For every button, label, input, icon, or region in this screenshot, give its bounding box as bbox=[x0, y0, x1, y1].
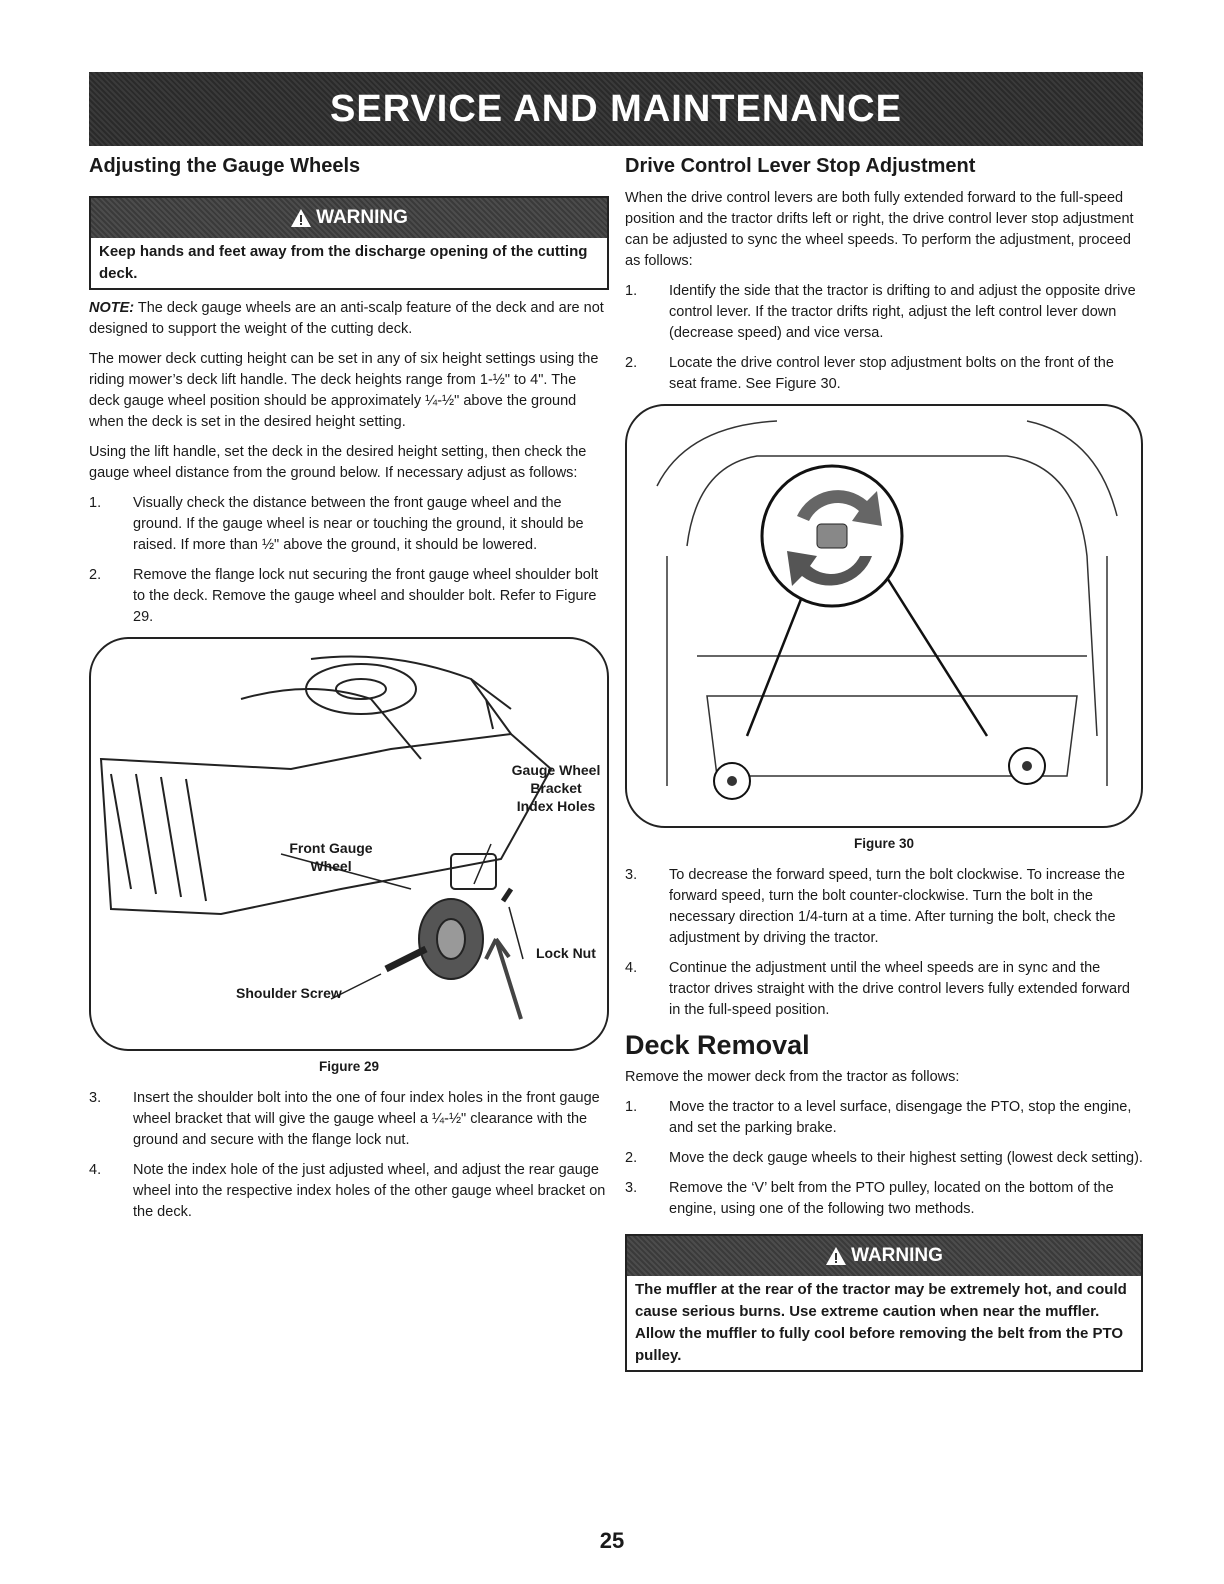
warning-box-muffler bbox=[625, 1234, 1143, 1372]
list-item: 2. Move the deck gauge wheels to their highest setting (lowest deck setting). bbox=[625, 1150, 1143, 1166]
warning-header bbox=[627, 1236, 1141, 1276]
note-label: NOTE: bbox=[89, 300, 135, 316]
figure-30-caption: Figure 30 bbox=[853, 836, 915, 851]
list-item: 3. Remove the ‘V’ belt from the PTO pulley, located on the bottom of the engine, using one of the following two methods. bbox=[625, 1180, 1114, 1217]
figure-29 bbox=[89, 637, 609, 1051]
list-item: 1. Visually check the distance between the front gauge wheel and the ground. If the gauge wheel is near or touching the ground, it should be raised. If more than ½" above the ground, it should be lowered. bbox=[89, 495, 584, 553]
warning-box-discharge bbox=[89, 196, 609, 290]
warning-header bbox=[91, 198, 607, 238]
drive-control-heading: Drive Control Lever Stop Adjustment bbox=[625, 155, 976, 177]
warning-triangle-icon bbox=[825, 1246, 847, 1266]
label-front-gauge-wheel: Front Gauge Wheel bbox=[289, 840, 373, 874]
list-item: 1. Move the tractor to a level surface, disengage the PTO, stop the engine, and set the parking brake. bbox=[625, 1099, 1132, 1136]
figure-29-caption: Figure 29 bbox=[318, 1059, 380, 1074]
warning-triangle-icon bbox=[290, 208, 312, 228]
deck-removal-heading: Deck Removal bbox=[625, 1030, 810, 1060]
warning-text: Keep hands and feet away from the discharge opening of the cutting deck. bbox=[99, 243, 588, 282]
left-column bbox=[89, 155, 609, 1232]
list-item: 3. Insert the shoulder bolt into the one of four index holes in the front gauge wheel bracket that will give the gauge wheel a ¼-½" clearance with the ground and secure with the flange lock nut. bbox=[89, 1090, 600, 1148]
label-shoulder-screw: Shoulder Screw bbox=[236, 985, 342, 1001]
deck-height-paragraph: The mower deck cutting height can be set in any of six height settings using the riding mower’s deck lift handle. The deck heights range from 1-½" to 4". The deck gauge wheel position should be approximately ¼-½" above the ground when the deck is set in the desired height setting. bbox=[89, 351, 599, 430]
deck-removal-paragraph: Remove the mower deck from the tractor as follows: bbox=[625, 1069, 960, 1085]
note-text: The deck gauge wheels are an anti-scalp feature of the deck and are not designed to support the weight of the cutting deck. bbox=[89, 300, 604, 337]
lever-stop-illustration bbox=[627, 406, 1141, 822]
list-item: 3. To decrease the forward speed, turn the bolt clockwise. To increase the forward speed, turn the bolt counter-clockwise. Turn the bolt in the necessary direction 1/4-turn at a time. After turning the bolt, check the adjustment by driving the tractor. bbox=[625, 867, 1125, 946]
drive-control-paragraph: When the drive control levers are both fully extended forward to the full-speed position and the tractor drifts left or right, the drive control lever stop adjustment can be adjusted to sync the wheel speeds. To perform the adjustment, proceed as follows: bbox=[625, 190, 1134, 269]
lift-handle-paragraph: Using the lift handle, set the deck in the desired height setting, then check the gauge wheel distance from the ground below. If necessary adjust as follows: bbox=[89, 444, 587, 481]
warning-label: WARNING bbox=[316, 207, 408, 228]
gauge-wheels-heading: Adjusting the Gauge Wheels bbox=[89, 155, 361, 177]
section-banner bbox=[89, 72, 1143, 146]
list-item: 2. Remove the flange lock nut securing the front gauge wheel shoulder bolt to the deck. Remove the gauge wheel and shoulder bolt. Refer to Figure 29. bbox=[89, 567, 599, 625]
label-lock-nut: Lock Nut bbox=[536, 945, 596, 961]
list-item: 1. Identify the side that the tractor is drifting to and adjust the opposite drive control lever. If the tractor drifts right, adjust the left control lever down (decrease speed) and vice versa. bbox=[625, 283, 1136, 341]
figure-30 bbox=[625, 404, 1143, 828]
warning-text: The muffler at the rear of the tractor may be extremely hot, and could cause serious burns. Use extreme caution when near the muffler. Allow the muffler to fully cool before removing the belt from the PTO pulley. bbox=[635, 1281, 1127, 1364]
page-number: 25 bbox=[599, 1528, 625, 1553]
list-item: 4. Continue the adjustment until the wheel speeds are in sync and the tractor drives straight with the drive control levers fully extended forward in the full-speed position. bbox=[625, 960, 1130, 1018]
list-item: 2. Locate the drive control lever stop adjustment bolts on the front of the seat frame. See Figure 30. bbox=[625, 355, 1114, 392]
page-title: SERVICE AND MAINTENANCE bbox=[330, 87, 902, 130]
right-column bbox=[625, 155, 1143, 1380]
label-gauge-bracket: Gauge Wheel Bracket Index Holes bbox=[511, 762, 601, 814]
note-paragraph bbox=[89, 298, 609, 340]
warning-label: WARNING bbox=[851, 1245, 943, 1266]
list-item: 4. Note the index hole of the just adjusted wheel, and adjust the rear gauge wheel into the respective index holes of the other gauge wheel bracket on the deck. bbox=[89, 1162, 606, 1220]
